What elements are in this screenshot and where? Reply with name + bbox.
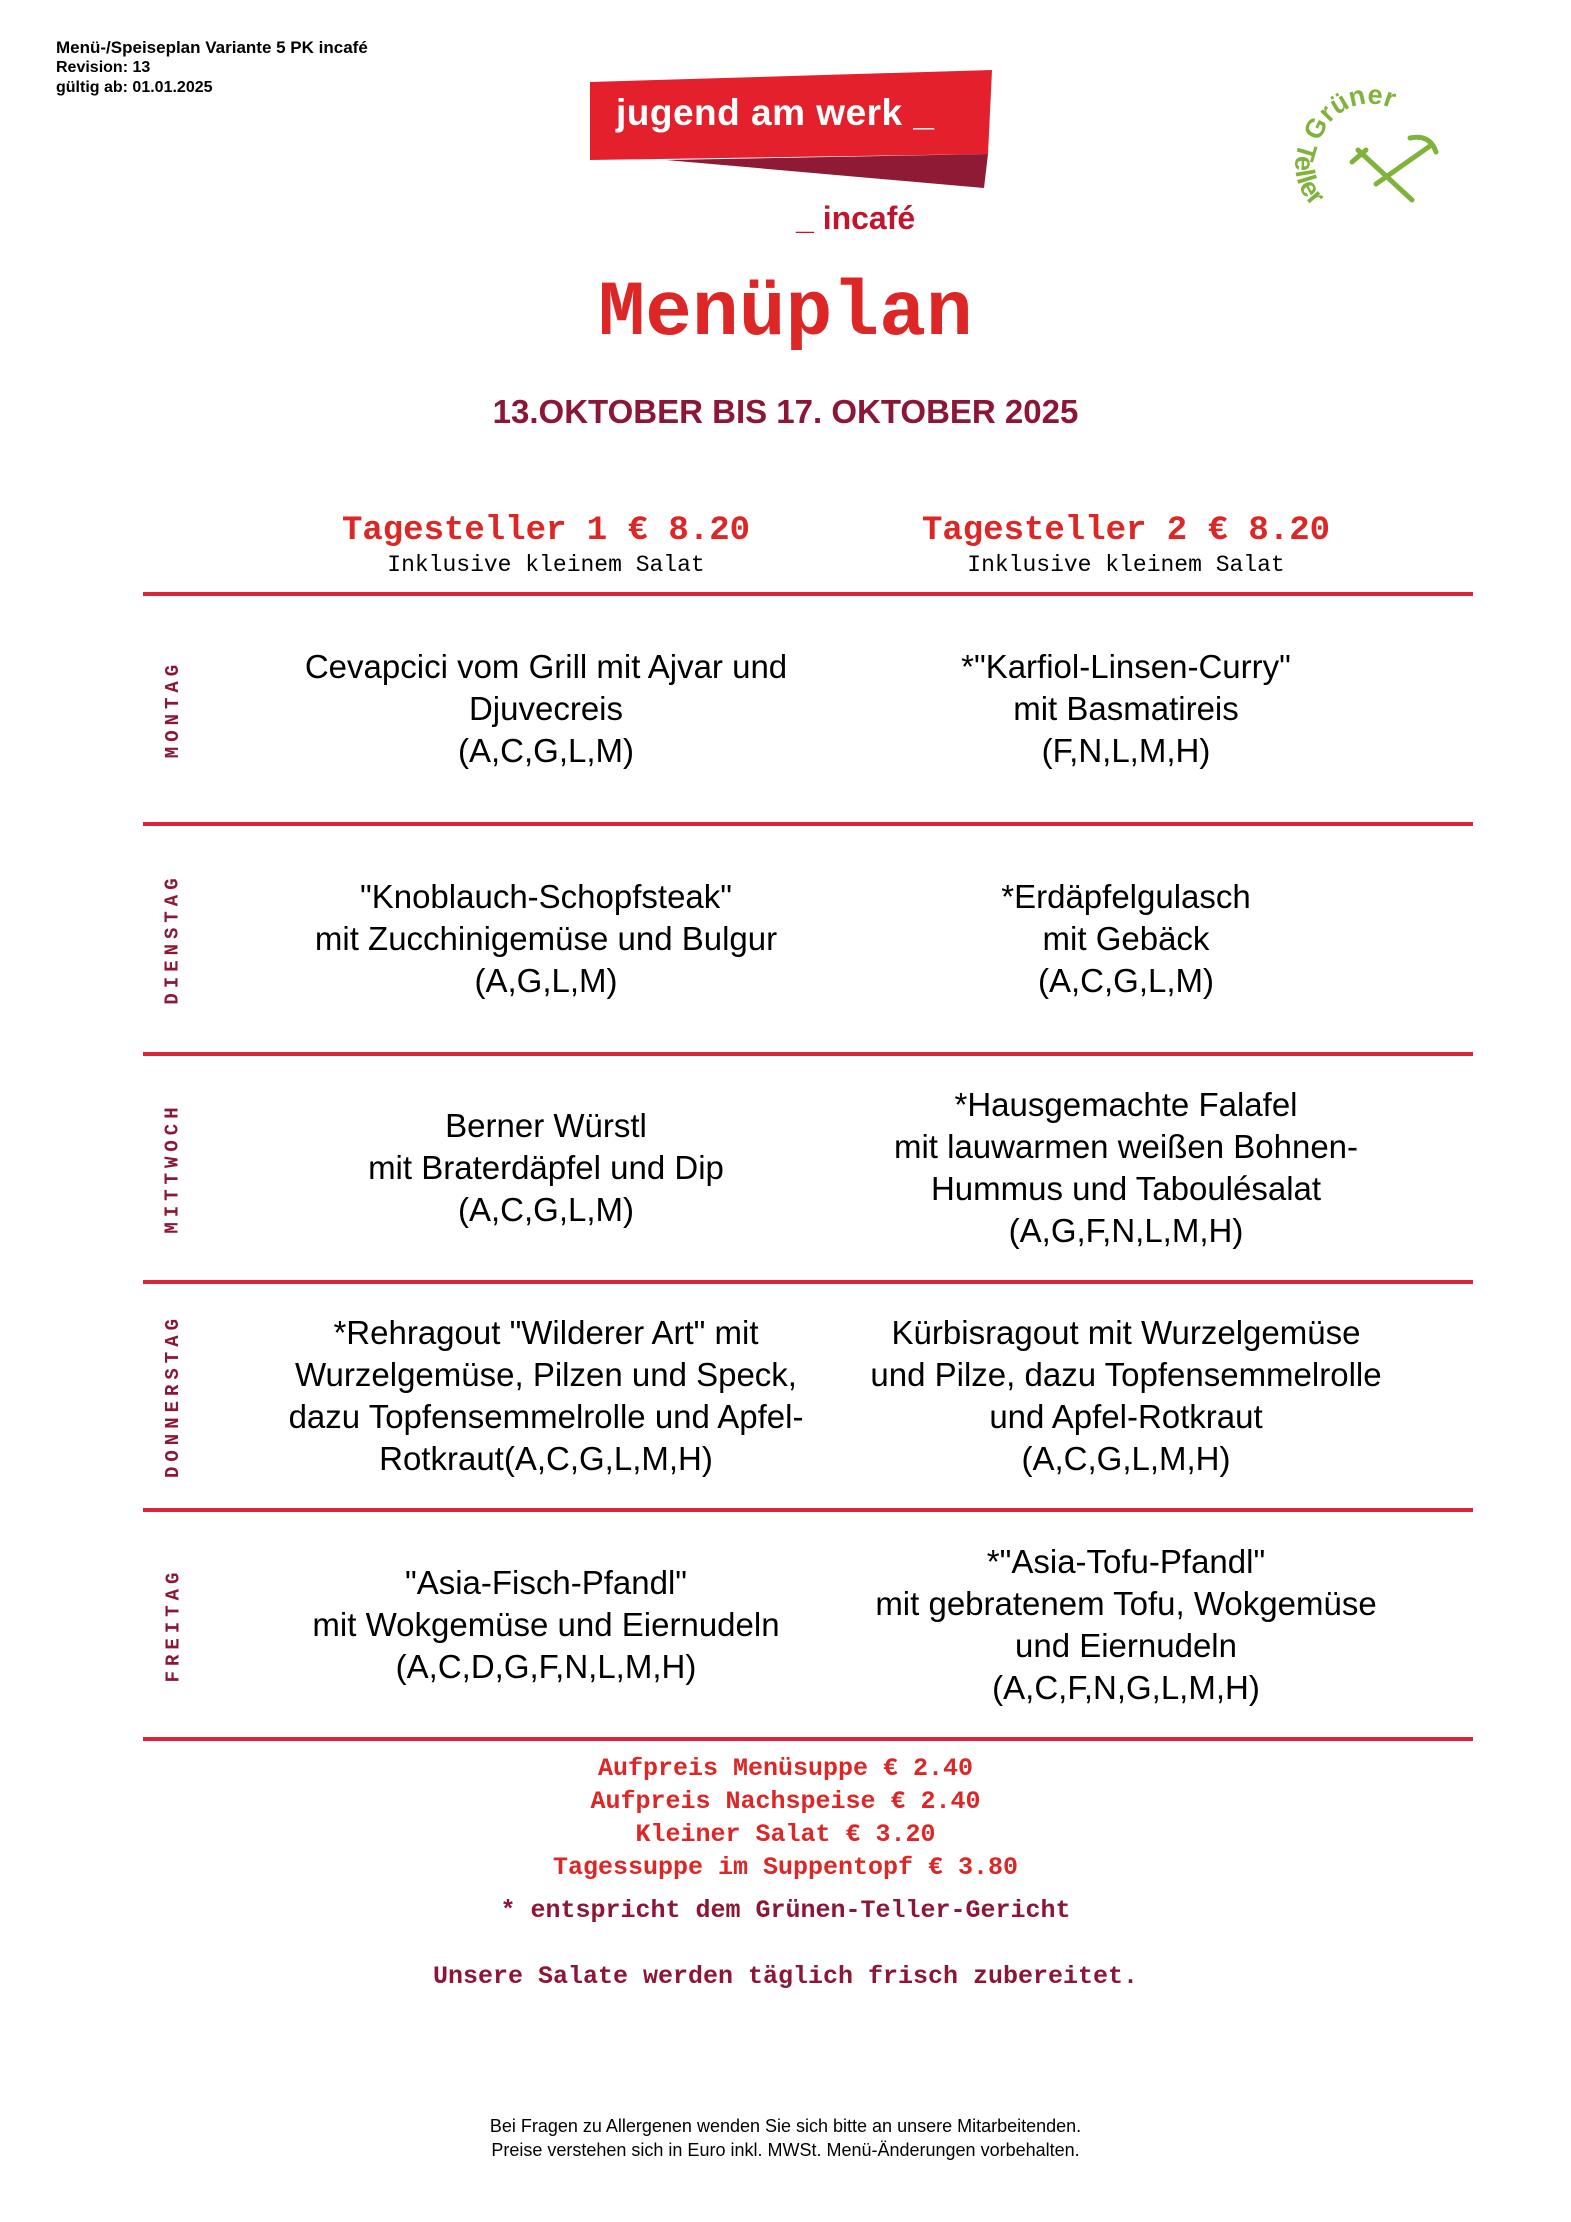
dish-line: und Pilze, dazu Topfensemmelrolle [870, 1356, 1382, 1393]
dish-line: (A,G,F,N,L,M,H) [1008, 1212, 1244, 1249]
day-name: FREITAG [162, 1567, 185, 1682]
green-plate-note: * entspricht dem Grünen-Teller-Gericht [500, 1896, 1071, 1925]
jugend-am-werk-logo [586, 70, 996, 240]
dish-line: Berner Würstl [445, 1107, 647, 1144]
dish-line: dazu Topfensemmelrolle und Apfel- [288, 1398, 804, 1435]
dish-line: "Knoblauch-Schopfsteak" [360, 878, 732, 915]
day-name: DONNERSTAG [162, 1313, 184, 1479]
column-subheading: Inklusive kleinem Salat [967, 552, 1285, 578]
document-meta [56, 38, 368, 98]
menu-row-mittwoch [143, 1056, 1473, 1280]
dish-line: *"Karfiol-Linsen-Curry" [961, 648, 1291, 685]
page-title: Menüplan [598, 270, 973, 358]
column-header-2 [836, 512, 1416, 578]
valid-from: gültig ab: 01.01.2025 [56, 79, 213, 96]
dish-line: Rotkraut(A,C,G,L,M,H) [379, 1440, 713, 1477]
dish-2 [836, 1056, 1416, 1280]
dish-line: und Apfel-Rotkraut [989, 1398, 1263, 1435]
dish-line: (A,C,D,G,F,N,L,M,H) [395, 1647, 697, 1685]
dish-line: *Rehragout "Wilderer Art" mit [333, 1314, 759, 1351]
day-label [143, 1056, 203, 1280]
extra-item: Aufpreis Nachspeise € 2.40 [590, 1787, 981, 1816]
day-name: DIENSTAG [162, 873, 184, 1005]
dish-line: (A,C,G,L,M,H) [1021, 1440, 1231, 1477]
day-label [143, 1284, 203, 1508]
dish-2 [836, 596, 1416, 822]
column-subheading: Inklusive kleinem Salat [387, 552, 705, 578]
menu-row-dienstag [143, 826, 1473, 1052]
day-name: MITTWOCH [162, 1102, 184, 1234]
dish-line: (A,C,F,N,G,L,M,H) [992, 1668, 1260, 1706]
dish-line: mit Gebäck [1042, 920, 1210, 957]
column-heading: Tagesteller 1 € 8.20 [341, 512, 751, 550]
menu-row-donnerstag [143, 1284, 1473, 1508]
menu-row-freitag [143, 1512, 1473, 1737]
badge-line2: Teller [1289, 140, 1331, 211]
dish-1 [256, 596, 836, 822]
logo-brand-text: jugend am werk _ [616, 92, 935, 133]
dish-line: (A,G,L,M) [474, 962, 618, 999]
extra-item: Aufpreis Menüsuppe € 2.40 [597, 1754, 974, 1783]
extra-item: Kleiner Salat € 3.20 [635, 1820, 936, 1849]
dish-line: *Hausgemachte Falafel [954, 1086, 1298, 1123]
column-header-1 [256, 512, 836, 578]
document-title: Menü-/Speiseplan Variante 5 PK incafé [56, 38, 368, 57]
dish-line: mit gebratenem Tofu, Wokgemüse [875, 1584, 1377, 1622]
dish-1 [256, 1284, 836, 1508]
dish-line: (F,N,L,M,H) [1041, 732, 1211, 769]
dish-line: mit Zucchinigemüse und Bulgur [314, 920, 778, 957]
menu-row-montag [143, 596, 1473, 822]
extra-item: Tagessuppe im Suppentopf € 3.80 [552, 1853, 1019, 1882]
date-range: 13.OKTOBER BIS 17. OKTOBER 2025 [492, 393, 1079, 430]
dish-line: mit Wokgemüse und Eiernudeln [312, 1605, 780, 1643]
dish-line: mit Basmatireis [1013, 690, 1239, 727]
dish-1 [256, 1056, 836, 1280]
salad-note: Unsere Salate werden täglich frisch zubereitet. [432, 1962, 1139, 1991]
dish-2 [836, 826, 1416, 1052]
revision: Revision: 13 [56, 59, 151, 76]
extras-list [0, 1752, 1571, 1884]
svg-text:Grüner [1298, 79, 1401, 144]
dish-line: (A,C,G,L,M) [457, 732, 634, 769]
column-heading: Tagesteller 2 € 8.20 [921, 512, 1331, 550]
dish-line: mit Braterdäpfel und Dip [368, 1149, 724, 1186]
dish-line: *Erdäpfelgulasch [1001, 878, 1251, 915]
dish-line: und Eiernudeln [1014, 1626, 1237, 1664]
row-divider [143, 1737, 1473, 1741]
dish-1 [256, 826, 836, 1052]
dish-2 [836, 1284, 1416, 1508]
day-name: MONTAG [162, 659, 185, 759]
day-label [143, 596, 203, 822]
day-label [143, 1512, 203, 1737]
day-label [143, 826, 203, 1052]
gruener-teller-badge [1280, 72, 1450, 242]
dish-2 [836, 1512, 1416, 1737]
footer [0, 2114, 1571, 2162]
plate-cutlery-icon [1280, 72, 1450, 242]
dish-line: mit lauwarmen weißen Bohnen- [893, 1128, 1359, 1165]
dish-line: Wurzelgemüse, Pilzen und Speck, [295, 1356, 797, 1393]
dish-line: "Asia-Fisch-Pfandl" [404, 1563, 687, 1601]
dish-line: (A,C,G,L,M) [1037, 962, 1214, 999]
dish-line: Cevapcici vom Grill mit Ajvar und [304, 648, 788, 685]
dish-line: *"Asia-Tofu-Pfandl" [986, 1542, 1266, 1580]
dish-line: Kürbisragout mit Wurzelgemüse [891, 1314, 1361, 1351]
dish-line: (A,C,G,L,M) [457, 1191, 634, 1228]
footer-line: Bei Fragen zu Allergenen wenden Sie sich bitte an unsere Mitarbeitenden. [489, 2116, 1082, 2136]
dish-line: Djuvecreis [468, 690, 624, 727]
badge-line1: Grüner [1297, 79, 1400, 145]
logo-sub-text: _ incafé [796, 200, 916, 236]
svg-text:Teller [1289, 140, 1331, 211]
footer-line: Preise verstehen sich in Euro inkl. MWSt. Menü-Änderungen vorbehalten. [491, 2140, 1080, 2160]
dish-line: Hummus und Taboulésalat [930, 1170, 1322, 1207]
dish-1 [256, 1512, 836, 1737]
